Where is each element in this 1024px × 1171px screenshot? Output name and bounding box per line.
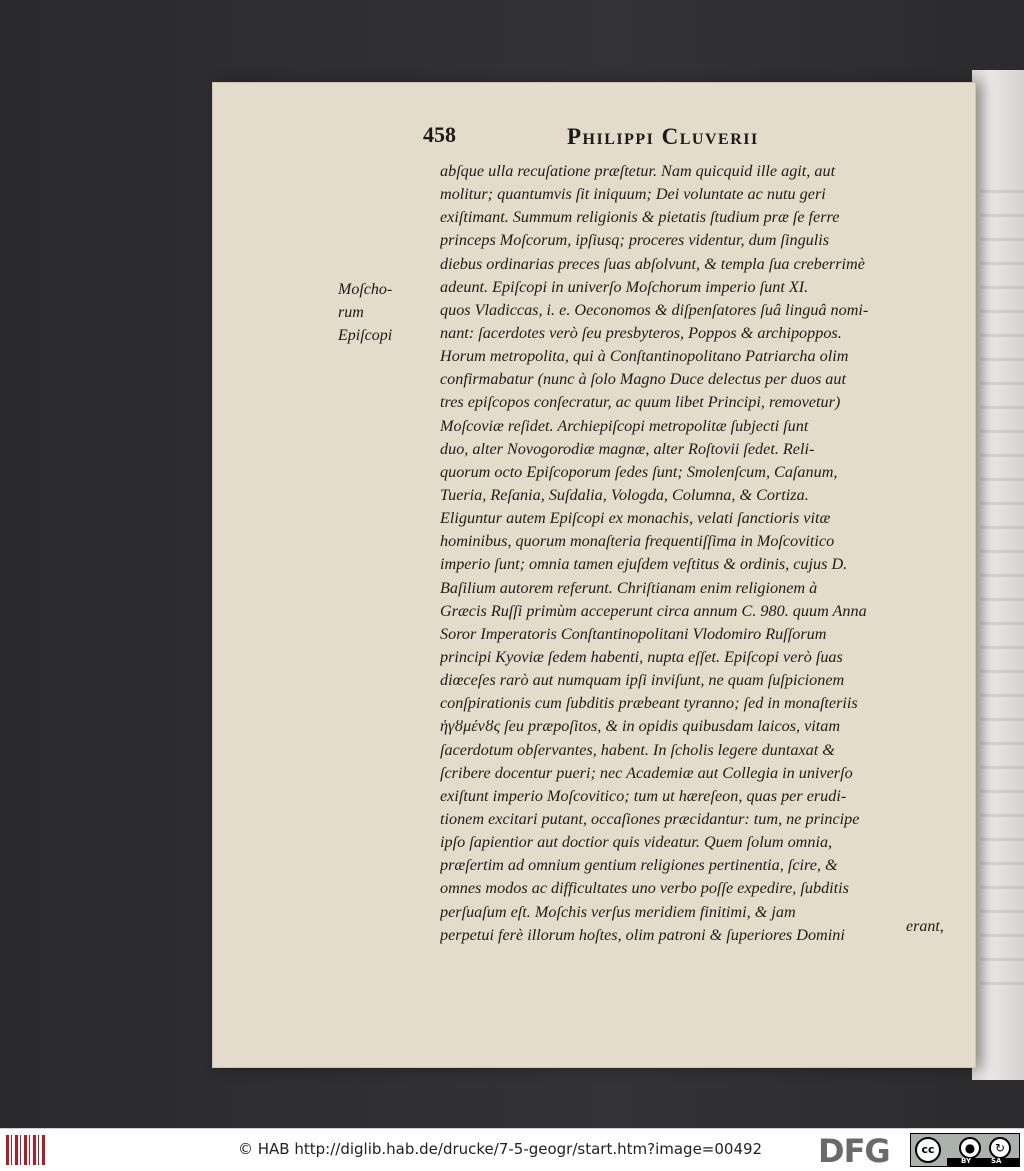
text-line: Tueria, Reſania, Suſdalia, Vologda, Columna, & Cortiza. xyxy=(440,485,809,504)
catchword: erant, xyxy=(906,918,944,935)
text-line: abſque ulla recuſatione præſtetur. Nam quicquid ille agit, aut xyxy=(440,162,836,180)
marginal-note-line: rum xyxy=(338,304,364,321)
text-line: diebus ordinarias preces ſuas abſolvunt, & templa ſua creberrimè xyxy=(440,254,865,273)
text-line: Horum metropolita, qui à Conſtantinopolitano Patriarcha olim xyxy=(440,347,849,366)
share-alike-icon: ↻ xyxy=(989,1137,1011,1159)
body-text xyxy=(440,160,946,947)
text-line: confirmabatur (nunc à ſolo Magno Duce delectus per duos aut xyxy=(440,370,846,389)
copyright-link[interactable]: © HAB http://diglib.hab.de/drucke/7-5-geogr/start.htm?image=00492 xyxy=(238,1140,763,1158)
bleed-through xyxy=(980,190,1024,990)
text-line: omnes modos ac difficultates uno verbo poſſe expedire, ſubditis xyxy=(440,879,849,898)
dfg-logo[interactable]: DFG xyxy=(818,1132,890,1170)
text-line: imperio ſunt; omnia tamen ejuſdem veſtitus & ordinis, cujus D. xyxy=(440,555,848,574)
marginal-note-line: Moſcho- xyxy=(338,281,393,298)
text-line: Soror Imperatoris Conſtantinopolitani Vlodomiro Ruſſorum xyxy=(440,624,827,643)
text-line: diœceſes rarò aut numquam ipſi inviſunt, ne quam ſuſpicionem xyxy=(440,671,845,690)
text-line: duo, alter Novogorodiæ magnæ, alter Roſtovii ſedet. Reli- xyxy=(440,439,815,458)
page-header xyxy=(423,122,823,154)
marginal-note xyxy=(338,278,418,347)
cc-by-sa-license-badge[interactable] xyxy=(910,1133,1020,1167)
license-strip xyxy=(947,1158,1019,1166)
text-line: tionem excitari putant, occaſiones præcidantur: tum, ne principe xyxy=(440,809,860,828)
text-line: exiſtimant. Summum religionis & pietatis ſtudium præ ſe ferre xyxy=(440,208,840,227)
sa-label: SA xyxy=(991,1157,1002,1165)
text-line: Græcis Ruſſi primùm acceperunt circa annum C. 980. quum Anna xyxy=(440,601,867,620)
text-line: ἡγȣμένȣς ſeu præpoſitos, & in opidis quibusdam laicos, vitam xyxy=(440,717,841,736)
text-line: ſacerdotum obſervantes, habent. In ſcholis legere duntaxat & xyxy=(440,740,835,759)
text-line: princeps Moſcorum, ipſiusq; proceres videntur, dum ſingulis xyxy=(440,231,830,250)
marginal-note-line: Epiſcopi xyxy=(338,327,393,344)
text-line: perpetui ferè illorum hoſtes, olim patroni & ſuperiores Domini xyxy=(440,925,845,944)
page-number: 458 xyxy=(423,122,456,147)
running-head: Philippi Cluverii xyxy=(567,124,759,149)
attribution-icon: ● xyxy=(959,1137,981,1159)
text-line: Baſilium autorem referunt. Chriſtianam enim religionem à xyxy=(440,578,818,597)
text-line: ipſo ſapientior aut doctior quis videatur. Quem ſolum omnia, xyxy=(440,833,833,852)
viewer-footer xyxy=(0,1128,1024,1171)
text-line: ſcribere docentur pueri; nec Academiæ aut Collegia in univerſo xyxy=(440,763,853,782)
text-line: quos Vladiccas, i. e. Oeconomos & diſpenſatores ſuâ linguâ nomi- xyxy=(440,300,869,319)
text-line: nant: ſacerdotes verò ſeu presbyteros, Poppos & archipoppos. xyxy=(440,323,842,342)
text-line: Eliguntur autem Epiſcopi ex monachis, velati ſanctioris vitæ xyxy=(440,509,831,528)
text-line: quorum octo Epiſcoporum ſedes ſunt; Smolenſcum, Caſanum, xyxy=(440,462,838,481)
text-line: perſuaſum eſt. Moſchis verſus meridiem finitimi, & jam xyxy=(440,902,796,921)
by-label: BY xyxy=(961,1157,972,1165)
text-line: molitur; quantumvis ſit iniquum; Dei voluntate ac nutu geri xyxy=(440,185,826,204)
text-line: principi Kyoviæ ſedem habenti, nupta eſſet. Epiſcopi verò ſuas xyxy=(440,647,843,666)
library-barcode-icon[interactable] xyxy=(6,1135,46,1165)
text-line: Moſcoviæ reſidet. Archiepiſcopi metropolitæ ſubjecti ſunt xyxy=(440,416,809,435)
text-line: præſertim ad omnium gentium religiones pertinentia, ſcire, & xyxy=(440,856,838,875)
text-line: conſpirationis cum ſubditis præbeant tyranno; ſed in monaſteriis xyxy=(440,694,858,713)
text-line: exiſtunt imperio Moſcovitico; tum ut hæreſeon, quas per erudi- xyxy=(440,786,847,805)
text-line: hominibus, quorum monaſteria frequentiſſima in Moſcovitico xyxy=(440,532,835,551)
text-line: adeunt. Epiſcopi in univerſo Moſchorum imperio ſunt XI. xyxy=(440,277,809,296)
creative-commons-icon: cc xyxy=(915,1137,941,1163)
text-line: tres epiſcopos conſecratur, ac quum libet Principi, removetur) xyxy=(440,393,841,412)
facing-page-edge xyxy=(972,70,1024,1080)
